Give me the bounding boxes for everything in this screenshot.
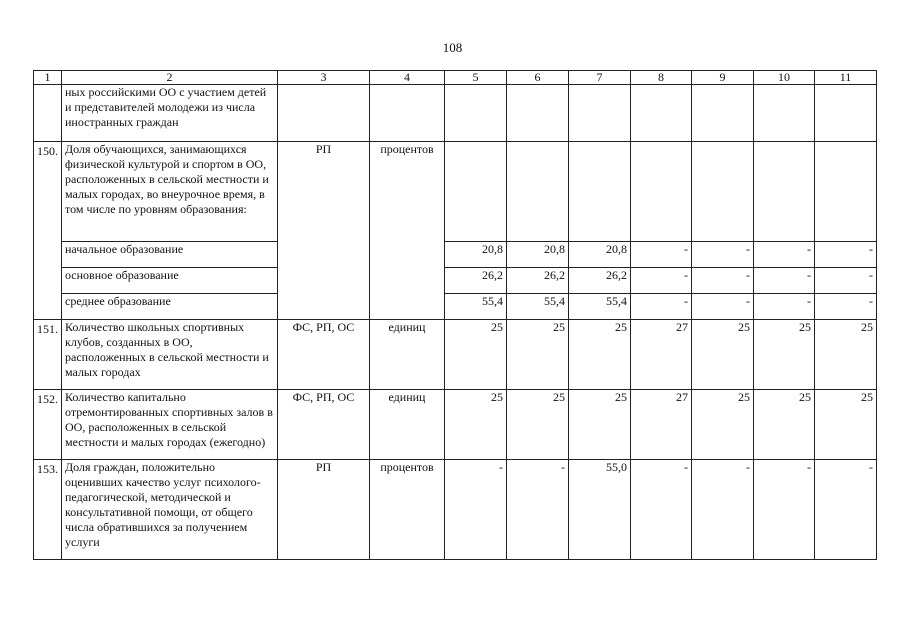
row-number (34, 85, 62, 142)
row-number: 151. (34, 320, 62, 390)
cell (815, 85, 877, 142)
table-row (34, 294, 877, 320)
indicator-name: ных российскими ОО с участием детей и представителей молодежи из числа иностранных граждан (62, 85, 278, 142)
value-cell: - (815, 268, 877, 294)
value-cell: - (754, 460, 815, 560)
cell (569, 85, 631, 142)
column-header: 3 (278, 71, 370, 85)
row-number: 150. (34, 142, 62, 320)
value-cell: 25 (569, 320, 631, 390)
cell (692, 142, 754, 242)
value-cell: 25 (507, 320, 569, 390)
row-number: 153. (34, 460, 62, 560)
table-row (34, 320, 877, 390)
value-cell: - (754, 268, 815, 294)
value-cell: 25 (754, 320, 815, 390)
row-number: 152. (34, 390, 62, 460)
unit-cell: единиц (370, 320, 445, 390)
value-cell: 25 (815, 390, 877, 460)
table-row (34, 142, 877, 242)
cell (815, 142, 877, 242)
value-cell: 26,2 (507, 268, 569, 294)
value-cell: 25 (445, 320, 507, 390)
value-cell: - (754, 294, 815, 320)
value-cell: 25 (507, 390, 569, 460)
value-cell: 55,0 (569, 460, 631, 560)
column-header: 10 (754, 71, 815, 85)
level-cell: РП (278, 142, 370, 320)
value-cell: 55,4 (569, 294, 631, 320)
column-header: 9 (692, 71, 754, 85)
cell (507, 85, 569, 142)
value-cell: - (445, 460, 507, 560)
value-cell: 25 (815, 320, 877, 390)
value-cell: - (692, 242, 754, 268)
indicator-name: Количество капитально отремонтированных спортивных залов в ОО, расположенных в сельской местности и малых городах (ежегодно) (62, 390, 278, 460)
column-header: 4 (370, 71, 445, 85)
cell (278, 85, 370, 142)
value-cell: 25 (754, 390, 815, 460)
value-cell: - (692, 460, 754, 560)
subrow-name: среднее образование (62, 294, 278, 320)
value-cell: 27 (631, 390, 692, 460)
value-cell: 25 (445, 390, 507, 460)
cell (754, 85, 815, 142)
subrow-name: основное образование (62, 268, 278, 294)
cell (445, 142, 507, 242)
table-row (34, 460, 877, 560)
value-cell: 20,8 (507, 242, 569, 268)
value-cell: - (631, 242, 692, 268)
column-header: 1 (34, 71, 62, 85)
cell (507, 142, 569, 242)
level-cell: ФС, РП, ОС (278, 390, 370, 460)
column-header: 6 (507, 71, 569, 85)
cell (631, 142, 692, 242)
value-cell: 25 (692, 320, 754, 390)
value-cell: 20,8 (445, 242, 507, 268)
cell (445, 85, 507, 142)
cell (692, 85, 754, 142)
value-cell: - (815, 460, 877, 560)
unit-cell: процентов (370, 460, 445, 560)
value-cell: 55,4 (507, 294, 569, 320)
value-cell: 26,2 (445, 268, 507, 294)
value-cell: 25 (569, 390, 631, 460)
unit-cell: процентов (370, 142, 445, 320)
cell (631, 85, 692, 142)
value-cell: - (815, 242, 877, 268)
indicator-name: Доля обучающихся, занимающихся физической культурой и спортом в ОО, расположенных в сельской местности и малых городах, во внеурочное время, в том числе по уровням образования: (62, 142, 278, 242)
level-cell: РП (278, 460, 370, 560)
table-row (34, 242, 877, 268)
column-header: 8 (631, 71, 692, 85)
level-cell: ФС, РП, ОС (278, 320, 370, 390)
value-cell: - (631, 294, 692, 320)
indicators-table (33, 70, 877, 560)
value-cell: - (631, 460, 692, 560)
indicator-name: Доля граждан, положительно оценивших качество услуг психолого-педагогической, методической и консультативной помощи, от общего числа обратившихся за получением услуги (62, 460, 278, 560)
subrow-name: начальное образование (62, 242, 278, 268)
cell (370, 85, 445, 142)
value-cell: - (754, 242, 815, 268)
indicator-name: Количество школьных спортивных клубов, созданных в ОО, расположенных в сельской местности и малых городах (62, 320, 278, 390)
table-row (34, 268, 877, 294)
cell (569, 142, 631, 242)
table-row (34, 390, 877, 460)
value-cell: - (692, 294, 754, 320)
value-cell: 25 (692, 390, 754, 460)
value-cell: 27 (631, 320, 692, 390)
column-header: 2 (62, 71, 278, 85)
cell (754, 142, 815, 242)
table-row (34, 85, 877, 142)
value-cell: - (692, 268, 754, 294)
value-cell: 55,4 (445, 294, 507, 320)
value-cell: - (815, 294, 877, 320)
column-header: 11 (815, 71, 877, 85)
value-cell: 20,8 (569, 242, 631, 268)
value-cell: - (631, 268, 692, 294)
unit-cell: единиц (370, 390, 445, 460)
value-cell: - (507, 460, 569, 560)
value-cell: 26,2 (569, 268, 631, 294)
column-header: 5 (445, 71, 507, 85)
column-number-row (34, 71, 877, 85)
column-header: 7 (569, 71, 631, 85)
page-number: 108 (442, 40, 463, 55)
